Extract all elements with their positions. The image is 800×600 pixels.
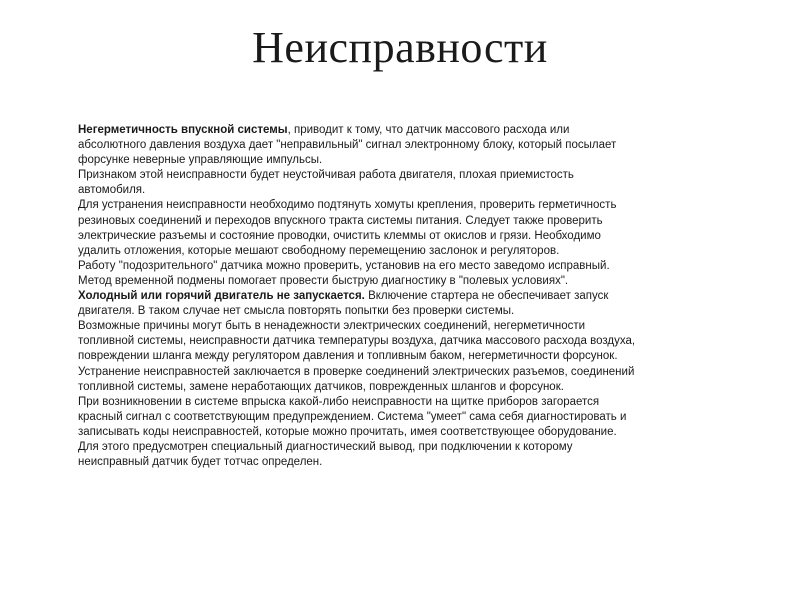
paragraph-engine-no-start bbox=[78, 289, 638, 319]
paragraph-lead-bold: Холодный или горячий двигатель не запускается. bbox=[78, 290, 365, 303]
paragraph-sensor-check: Работу "подозрительного" датчика можно проверить, установив на его место заведомо исправный. Метод временной подмены помогает провести быструю диагностику в "полевых условиях". bbox=[78, 259, 610, 287]
paragraph-repair: Устранение неисправностей заключается в проверке соединений электрических разъемов, соединений топливной системы, замене неработающих датчиков, поврежденных шлангов и форсунок. bbox=[78, 365, 635, 393]
paragraph-text: Включение стартера не обеспечивает запуск двигателя. В таком случае нет смысла повторять попытки без проверки системы. bbox=[78, 290, 609, 318]
slide-body bbox=[78, 123, 638, 470]
paragraph-symptom: Признаком этой неисправности будет неустойчивая работа двигателя, плохая приемистость автомобиля. bbox=[78, 169, 574, 197]
paragraph-causes: Возможные причины могут быть в ненадежности электрических соединений, негерметичности топливной системы, неисправности датчика температуры воздуха, датчика массового расхода воздуха, повреждении шланга между регулятором давления и топливным баком, негерметичности форсунок. bbox=[78, 320, 636, 363]
paragraph-fix: Для устранения неисправности необходимо подтянуть хомуты крепления, проверить герметичность резиновых соединений и переходов впускного тракта системы питания. Следует также проверить электрические разъемы и состояние проводки, очистить клеммы от окислов и грязи. Необходимо удалить отложения, которые мешают свободному перемещению заслонок и регуляторов. bbox=[78, 199, 617, 257]
paragraph-text: , приводит к тому, что датчик массового расхода или абсолютного давления воздуха дает "неправильный" сигнал электронному блоку, который посылает форсунке неверные управляющие импульсы. bbox=[78, 124, 617, 167]
slide-title: Неисправности bbox=[252, 23, 548, 72]
paragraph-lead-bold: Негерметичность впускной системы bbox=[78, 124, 288, 136]
paragraph-diagnostics: При возникновении в системе впрыска какой-либо неисправности на щитке приборов загорается красный сигнал с соответствующим предупреждением. Система "умеет" сама себя диагностировать и записывать коды неисправностей, которые можно прочитать, имея соответствующее оборудование. Для этого предусмотрен специальный диагностический вывод, при подключении к которому неисправный датчик будет тотчас определен. bbox=[78, 395, 627, 469]
paragraph-intake-leak bbox=[78, 123, 638, 168]
